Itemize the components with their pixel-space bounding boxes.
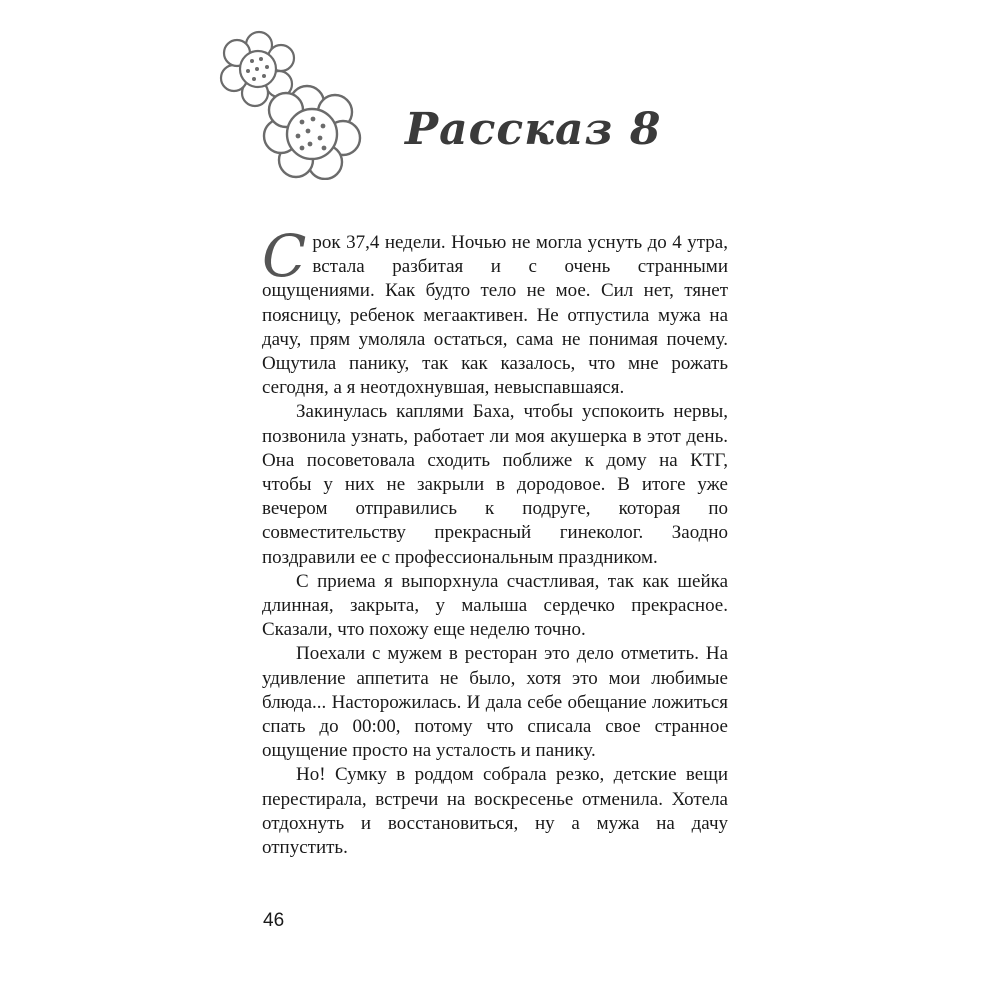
page-number: 46 xyxy=(263,910,285,931)
paragraph: Поехали с мужем в ресторан это дело отметить. На удивление аппетита не было, хотя это мои любимые блюда... Насторожилась. И дала себе обещание ложиться спать до 00:00, потому что списала свое странное ощущение просто на усталость и панику. xyxy=(262,643,728,762)
flower-icon xyxy=(264,86,360,179)
drop-cap: С xyxy=(262,222,307,290)
chapter-title: Рассказ 8 xyxy=(405,104,662,155)
paragraph: Но! Сумку в роддом собрала резко, детские вещи перестирала, встречи на воскресенье отменила. Хотела отдохнуть и восстановиться, ну а мужа на дачу отпустить. xyxy=(262,764,728,859)
paragraph xyxy=(262,222,728,400)
story-text xyxy=(262,222,728,860)
flowers-decoration xyxy=(212,30,372,180)
paragraph: Закинулась каплями Баха, чтобы успокоить нервы, позвонила узнать, работает ли моя акушерка в этот день. Она посоветовала сходить поближе к дому на КТГ, чтобы у них не закрыли в дородовое. В итоге уже вечером отправились к подруге, которая по совместительству прекрасный гинеколог. Заодно поздравили ее с профессиональным праздником. xyxy=(262,401,728,568)
paragraph-text: рок 37,4 недели. Ночью не могла уснуть до 4 утра, встала разбитая и с очень странными ощущениями. Как будто тело не мое. Сил нет, тянет поясницу, ребенок мегаактивен. Не отпустила мужа на дачу, прям умоляла остаться, сама не понимая почему. Ощутила панику, так как казалось, что мне рожать сегодня, а я неотдохнувшая, невыспавшаяся. xyxy=(262,232,728,399)
paragraph: С приема я выпорхнула счастливая, так как шейка длинная, закрыта, у малыша сердечко прекрасное. Сказали, что похожу еще неделю точно. xyxy=(262,570,728,641)
